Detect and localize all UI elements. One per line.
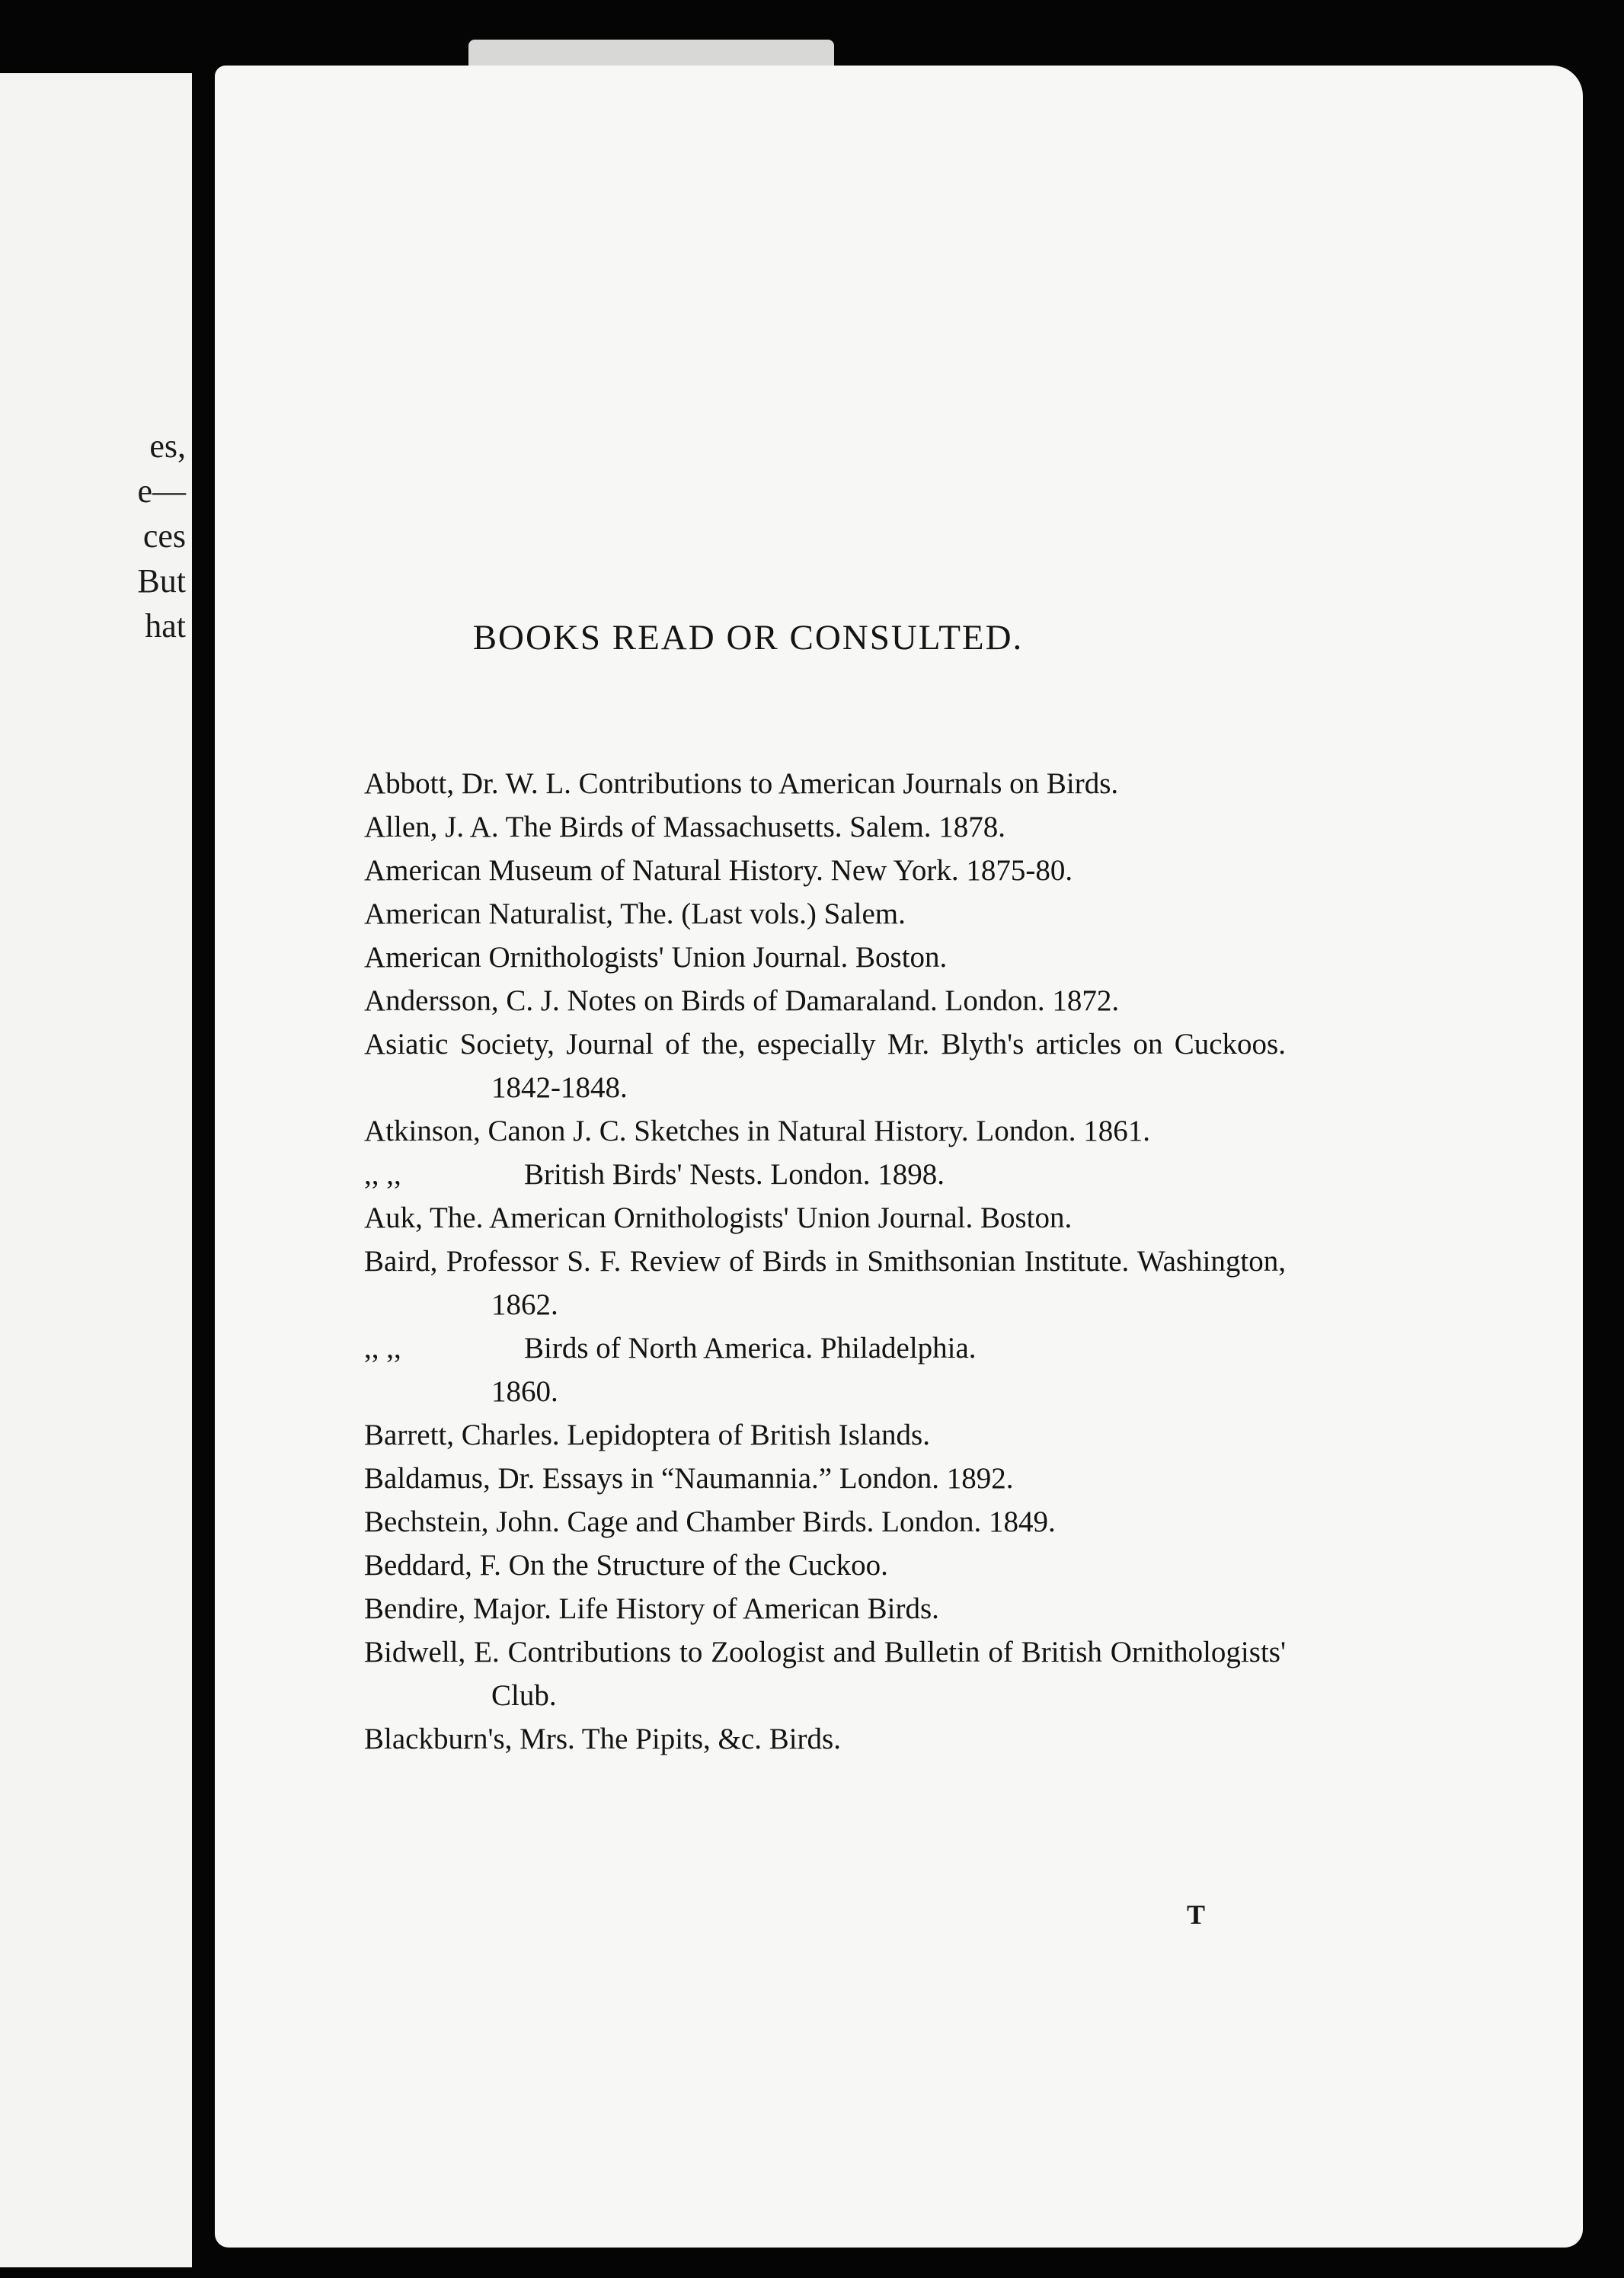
bibliography-entry: Baird, Professor S. F. Review of Birds in Smithsonian Institute. Washington, 1862. (364, 1245, 1286, 1321)
bibliography-entry: Andersson, C. J. Notes on Birds of Damaraland. London. 1872. (364, 984, 1120, 1017)
entry-text: Birds of North America. Philadelphia. (524, 1332, 977, 1365)
bibliography-entry: Asiatic Society, Journal of the, especially Mr. Blyth's articles on Cuckoos. 1842-1848. (364, 1028, 1286, 1104)
bibliography-entry: Beddard, F. On the Structure of the Cuckoo. (364, 1549, 888, 1582)
bibliography-entry: Bechstein, John. Cage and Chamber Birds. London. 1849. (364, 1505, 1056, 1538)
left-page-text (137, 424, 186, 648)
bibliography-entry: Auk, The. American Ornithologists' Union Journal. Boston. (364, 1201, 1073, 1234)
left-fragment: e— (137, 472, 186, 510)
bibliography-list (364, 762, 1286, 1761)
signature-mark: T (1187, 1899, 1206, 1930)
bibliography-entry: Bendire, Major. Life History of American Birds. (364, 1592, 939, 1625)
bibliography-entry: Bidwell, E. Contributions to Zoologist and Bulletin of British Ornithologists' Club. (364, 1636, 1286, 1712)
bibliography-entry (364, 1153, 1286, 1196)
bibliography-entry: American Museum of Natural History. New York. 1875-80. (364, 854, 1073, 887)
left-fragment: hat (145, 607, 186, 645)
left-fragment: es, (149, 427, 186, 465)
bibliography-entry: Barrett, Charles. Lepidoptera of British Islands. (364, 1419, 930, 1451)
bibliography-entry (364, 1326, 1286, 1370)
bibliography-entry: American Naturalist, The. (Last vols.) Salem. (364, 897, 906, 930)
bibliography-entry: Baldamus, Dr. Essays in “Naumannia.” London. 1892. (364, 1462, 1014, 1495)
ditto-marks: ,, ,, (364, 1158, 401, 1191)
ditto-marks: ,, ,, (364, 1332, 401, 1365)
left-fragment: ces (142, 517, 186, 555)
bibliography-entry: Abbott, Dr. W. L. Contributions to American Journals on Birds. (364, 767, 1119, 800)
entry-continuation: 1860. (491, 1375, 558, 1408)
bibliography-entry: Blackburn's, Mrs. The Pipits, &c. Birds. (364, 1723, 841, 1755)
bibliography-entry: Allen, J. A. The Birds of Massachusetts. Salem. 1878. (364, 811, 1006, 843)
entry-text: British Birds' Nests. London. 1898. (524, 1158, 945, 1191)
left-fragment: But (137, 562, 186, 600)
left-page-edge (0, 73, 192, 2267)
page-title: BOOKS READ OR CONSULTED. (472, 618, 1024, 657)
bibliography-entry: Atkinson, Canon J. C. Sketches in Natural History. London. 1861. (364, 1115, 1150, 1147)
bibliography-entry: American Ornithologists' Union Journal. Boston. (364, 941, 948, 974)
